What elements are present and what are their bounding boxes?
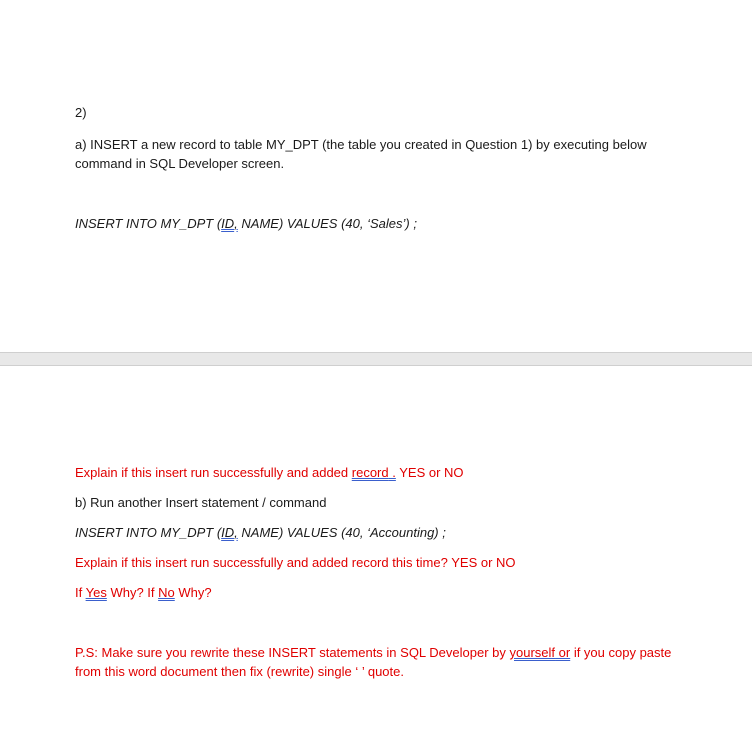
ps-yourself-flagged: yourself	[509, 645, 556, 660]
ps-or-flagged: or	[555, 645, 571, 660]
sql1-comma-flagged: ,	[234, 216, 238, 231]
sql1-suffix: NAME) VALUES (40, ‘Sales’) ;	[237, 216, 417, 231]
ps-prefix: P.S: Make sure you rewrite these INSERT statements in SQL Developer by	[75, 645, 510, 660]
if-yes-no-why	[75, 584, 212, 602]
ps-note-line-2: from this word document then fix (rewrite) single ‘ ’ quote.	[75, 664, 404, 679]
why-yes-flagged: Yes	[85, 585, 107, 600]
sql2-id-flagged: ID	[221, 525, 235, 540]
why-no-flagged: No	[158, 585, 175, 600]
page-break-gap	[0, 352, 752, 366]
part-b-text: b) Run another Insert statement / command	[75, 495, 327, 510]
explain1-period-flagged: .	[388, 465, 396, 480]
sql1-id-flagged: ID	[221, 216, 235, 231]
part-a-text-line-2: command in SQL Developer screen.	[75, 156, 285, 171]
explain1-prefix: Explain if this insert run successfully and added	[75, 465, 352, 480]
explain1-suffix: YES or NO	[395, 465, 464, 480]
ps-note-line-1	[75, 644, 671, 662]
sql-statement-2	[75, 524, 446, 542]
part-a-text-line-1: a) INSERT a new record to table MY_DPT (the table you created in Question 1) by executing below	[75, 137, 647, 152]
explain-question-1	[75, 464, 464, 482]
sql2-prefix: INSERT INTO MY_DPT (	[75, 525, 222, 540]
sql2-suffix: NAME) VALUES (40, ‘Accounting) ;	[237, 525, 446, 540]
sql-statement-1	[75, 215, 417, 233]
explain1-record-flagged: record	[351, 465, 389, 480]
why-mid: Why? If	[106, 585, 159, 600]
question-number: 2)	[75, 105, 87, 120]
document-page-1	[0, 0, 752, 352]
why-if-1: If	[75, 585, 86, 600]
why-end: Why?	[174, 585, 212, 600]
document-page-2	[0, 366, 752, 735]
sql1-prefix: INSERT INTO MY_DPT (	[75, 216, 222, 231]
explain-question-2: Explain if this insert run successfully and added record this time? YES or NO	[75, 555, 516, 570]
ps-suffix: if you copy paste	[570, 645, 672, 660]
sql2-comma-flagged: ,	[234, 525, 238, 540]
